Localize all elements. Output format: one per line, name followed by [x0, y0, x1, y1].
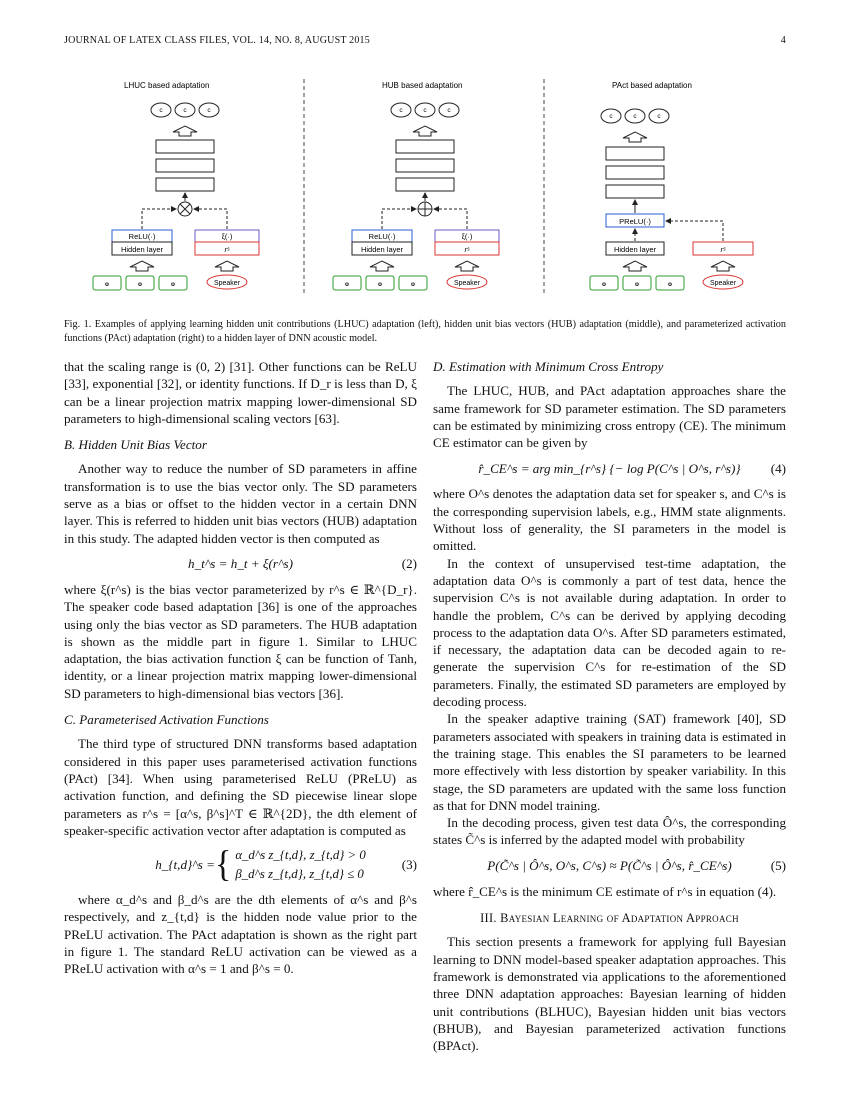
- paragraph: The third type of structured DNN transforms based adaptation considered in this paper uses parameterised activation functions (PAct) [34]. When using parameterised ReLU (PReLU) as activation function, and defining the SD piecewise linear slope parameters as r^s = [α^s, β^s]^T ∈ ℝ^{2D}, the dth element of speaker-specific activation vector after adaptation is computed as: [64, 736, 417, 838]
- dashed-connector: [194, 209, 227, 229]
- xi-label: ξ(·): [461, 232, 473, 241]
- equation-number: (2): [401, 556, 417, 572]
- hidden-layer-label: Hidden layer: [613, 245, 657, 254]
- output-label: c: [399, 107, 403, 114]
- output-label: c: [657, 113, 661, 120]
- panel-title: PAct based adaptation: [612, 81, 692, 90]
- speaker-param-label: rˢ: [224, 245, 230, 254]
- paragraph: Another way to reduce the number of SD parameters in affine transformation is to use the bias vector only. The SD parameters serve as a bias or offset to the hidden vector in a certain DNN layer. This is referred to hidden unit bias vectors (HUB) adaptation in this study. The adapted hidden vector is then computed as: [64, 461, 417, 546]
- input-label: o: [138, 281, 142, 288]
- up-arrow-icon: [623, 132, 647, 142]
- paragraph: In the decoding process, given test data Ô^s, the corresponding states C̃^s is inferred by the adapted model with probability: [433, 815, 786, 848]
- equation-case: β_d^s z_{t,d}, z_{t,d} ≤ 0: [235, 867, 364, 882]
- right-column: [433, 358, 786, 1054]
- output-label: c: [159, 107, 163, 114]
- input-label: o: [411, 281, 415, 288]
- panel-hub: [333, 81, 499, 290]
- paragraph: This section presents a framework for applying full Bayesian learning to DNN model-based speaker adaptation approaches. This framework is demonstrated via applications to the aforementioned three DNN adaptation approaches: Bayesian learning of hidden unit contributions (BLHUC), Bayesian hidden unit bias vectors (BHUB), and Bayesian parameterized activation functions (BPAct).: [433, 934, 786, 1054]
- input-label: o: [602, 281, 606, 288]
- equation-lhs: h_{t,d}^s =: [155, 857, 215, 873]
- dnn-layer: [156, 140, 214, 153]
- output-label: c: [207, 107, 211, 114]
- dnn-layer: [606, 185, 664, 198]
- input-label: o: [378, 281, 382, 288]
- equation-2: [64, 553, 417, 575]
- dashed-connector: [382, 209, 416, 229]
- input-label: o: [345, 281, 349, 288]
- paragraph: that the scaling range is (0, 2) [31]. Other functions can be ReLU [33], exponential [32], or identity functions. If D_r is less than D, ξ can be a linear projection matrix mapping lower-dimensional SD parameters to high-dimensional scaling vectors [63].: [64, 359, 417, 426]
- up-arrow-icon: [215, 261, 239, 271]
- output-label: c: [633, 113, 637, 120]
- input-label: o: [668, 281, 672, 288]
- activation-label: ReLU(·): [128, 232, 156, 241]
- dnn-layer: [396, 159, 454, 172]
- dnn-layer: [396, 140, 454, 153]
- activation-label: ReLU(·): [368, 232, 396, 241]
- figure-1-diagram: [64, 74, 786, 304]
- input-label: o: [171, 281, 175, 288]
- output-label: c: [183, 107, 187, 114]
- up-arrow-icon: [711, 261, 735, 271]
- running-header: [64, 35, 786, 46]
- panel-pact: [590, 81, 753, 290]
- xi-label: ξ(·): [221, 232, 233, 241]
- output-label: c: [423, 107, 427, 114]
- hidden-layer-label: Hidden layer: [120, 245, 164, 254]
- section-heading-d: D. Estimation with Minimum Cross Entropy: [433, 359, 664, 374]
- up-arrow-icon: [413, 126, 437, 136]
- speaker-param-label: rˢ: [464, 245, 470, 254]
- equation-body: h_t^s = h_t + ξ(r^s): [188, 556, 293, 572]
- paragraph: The LHUC, HUB, and PAct adaptation approaches share the same framework for SD parameter estimation. The SD parameters can be estimated by minimizing cross entropy (CE). The minimum CE estimator can be given by: [433, 383, 786, 451]
- dashed-connector: [434, 209, 467, 229]
- speaker-label: Speaker: [453, 280, 481, 287]
- activation-label: PReLU(·): [619, 217, 651, 226]
- panel-title: LHUC based adaptation: [124, 81, 210, 90]
- up-arrow-icon: [370, 261, 394, 271]
- section-heading-b: B. Hidden Unit Bias Vector: [64, 437, 207, 453]
- input-label: o: [635, 281, 639, 288]
- equation-number: (5): [770, 858, 786, 874]
- panel-lhuc: [93, 81, 259, 290]
- dnn-layer: [606, 166, 664, 179]
- equation-number: (4): [770, 460, 786, 476]
- paragraph: where ξ(r^s) is the bias vector parameterized by r^s ∈ ℝ^{D_r}. The speaker code based adaptation [36] is one of the approaches using only the bias vector as SD parameters. The HUB adaptation is shown as the middle part in figure 1. Similar to LHUC adaptation, the bias activation function ξ can be function of Tanh, identity, or a linear projection matrix mapping lower-dimensional SD parameters to high-dimensional bias vectors [36].: [64, 581, 417, 701]
- brace: {: [214, 844, 232, 885]
- equation-body: r̂_CE^s = arg min_{r^s} {− log P(C^s | O^s, r^s)}: [478, 460, 741, 476]
- paragraph: where O^s denotes the adaptation data set for speaker s, and C^s is the corresponding supervision labels, e.g., HMM state alignments. Without loss of generality, the SI parameters in the model is omitted.: [433, 486, 786, 554]
- up-arrow-icon: [455, 261, 479, 271]
- hidden-layer-label: Hidden layer: [360, 245, 404, 254]
- paragraph: where α_d^s and β_d^s are the dth elements of α^s and β^s respectively, and z_{t,d} is the hidden node value prior to the PReLU activation. The PAct adaptation is shown as the right part in figure 1. The standard ReLU activation can be viewed as a PReLU activation with α^s = 1 and β^s = 0.: [64, 892, 417, 977]
- input-label: o: [105, 281, 109, 288]
- up-arrow-icon: [173, 126, 197, 136]
- dashed-connector: [142, 209, 176, 229]
- speaker-label: Speaker: [213, 280, 241, 287]
- paragraph: In the context of unsupervised test-time adaptation, the adaptation data O^s is commonly a part of test data, hence the supervision C^s is not available during adaptation. In order to handle the problem, C^s can be derived by applying decoding process to the adaptation data O^s. After SD parameters estimated, if necessary, the adaptation data can be decoded again to re-generate the supervision C^s for re-estimation of the SD parameters. Finally, the estimated SD parameters are employed by decoding process.: [433, 555, 786, 710]
- speaker-label: Speaker: [709, 280, 737, 287]
- dnn-layer: [396, 178, 454, 191]
- up-arrow-icon: [623, 261, 647, 271]
- panel-title: HUB based adaptation: [382, 81, 463, 90]
- journal-title: JOURNAL OF LATEX CLASS FILES, VOL. 14, NO. 8, AUGUST 2015: [64, 35, 370, 46]
- page-number: 4: [780, 35, 786, 46]
- dnn-layer: [606, 147, 664, 160]
- figure-caption: Fig. 1. Examples of applying learning hidden unit contributions (LHUC) adaptation (left), hidden unit bias vectors (HUB) adaptation (middle), and parameterized activation functions (PAct) adaptation (right) to a hidden layer of DNN acoustic model.: [64, 319, 786, 344]
- speaker-param-label: rˢ: [720, 245, 726, 254]
- equation-3: [64, 845, 417, 885]
- equation-number: (3): [401, 857, 417, 873]
- paragraph: where r̂_CE^s is the minimum CE estimate of r^s in equation (4).: [433, 883, 777, 899]
- section-heading-c: C. Parameterised Activation Functions: [64, 712, 269, 728]
- dnn-layer: [156, 159, 214, 172]
- dnn-layer: [156, 178, 214, 191]
- equation-5: [433, 855, 786, 877]
- output-label: c: [447, 107, 451, 114]
- section-heading-iii: III. Bayesian Learning of Adaptation Approach: [480, 911, 739, 926]
- equation-body: P(C̃^s | Ô^s, O^s, C^s) ≈ P(C̃^s | Ô^s, r̂_CE^s): [487, 858, 732, 874]
- paragraph: In the speaker adaptive training (SAT) framework [40], SD parameters associated with speakers in training data is estimated in the training stage. This enables the SI parameters to be learned more effectively with less distortion by speaker variability. In this stage, the SD parameters are updated with the same loss function as that for DNN model training.: [433, 711, 786, 813]
- dashed-connector: [666, 221, 723, 241]
- equation-case: α_d^s z_{t,d}, z_{t,d} > 0: [235, 847, 366, 862]
- equation-4: [433, 457, 786, 479]
- left-column: [64, 358, 417, 978]
- output-label: c: [609, 113, 613, 120]
- up-arrow-icon: [130, 261, 154, 271]
- figure-1: [64, 74, 786, 304]
